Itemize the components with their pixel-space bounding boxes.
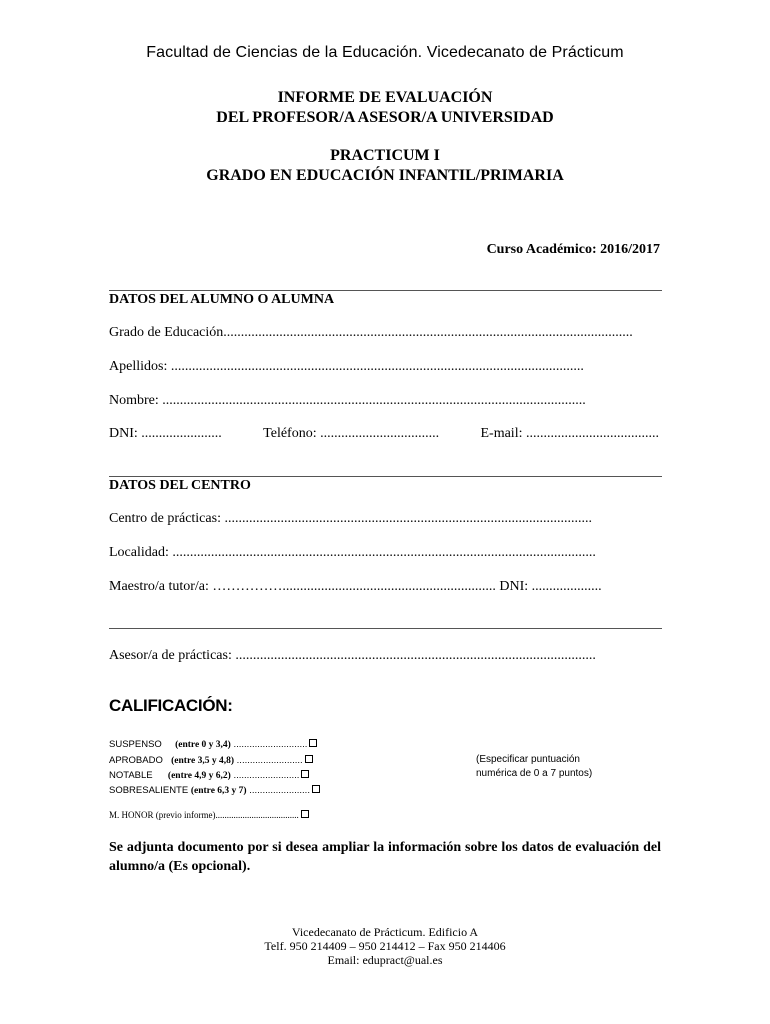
apellidos-field: Apellidos: ...................................................................................................................... bbox=[109, 359, 584, 374]
page-footer bbox=[0, 925, 770, 967]
grade-dots: ......................... bbox=[236, 755, 303, 766]
title-line-4: GRADO EN EDUCACIÓN INFANTIL/PRIMARIA bbox=[206, 167, 564, 184]
page-header: Facultad de Ciencias de la Educación. Vicedecanato de Prácticum bbox=[146, 44, 624, 61]
grade-dots: ......................... bbox=[233, 770, 300, 781]
grade-sobresaliente bbox=[109, 785, 320, 796]
divider bbox=[109, 628, 662, 629]
grado-field: Grado de Educación..................................................................................................................... bbox=[109, 325, 633, 340]
footer-line-1: Vicedecanato de Prácticum. Edificio A bbox=[291, 925, 479, 939]
grade-name: NOTABLE bbox=[109, 770, 153, 781]
grade-range: (entre 3,5 y 4,8) bbox=[171, 756, 235, 766]
divider bbox=[109, 476, 662, 477]
grade-range: (entre 4,9 y 6,2) bbox=[167, 771, 231, 781]
maestro-field: Maestro/a tutor/a: ……………............................................................. DNI: .................... bbox=[109, 579, 602, 594]
email-field: E-mail: ...................................... bbox=[480, 426, 659, 441]
checkbox-suspenso[interactable] bbox=[309, 739, 317, 747]
grade-honor bbox=[109, 810, 309, 820]
contact-row bbox=[109, 426, 659, 442]
grade-name: APROBADO bbox=[109, 755, 163, 766]
checkbox-notable[interactable] bbox=[301, 770, 309, 778]
course-title bbox=[0, 146, 770, 186]
center-section-title: DATOS DEL CENTRO bbox=[109, 478, 251, 493]
checkbox-honor[interactable] bbox=[301, 810, 309, 818]
grade-dots: ....................... bbox=[249, 785, 310, 796]
title-line-3: PRACTICUM I bbox=[330, 147, 440, 164]
academic-year: Curso Académico: 2016/2017 bbox=[486, 242, 660, 257]
attachment-note: Se adjunta documento por si desea ampliar la información sobre los datos de evaluación del alumno/a (Es opcional). bbox=[109, 840, 661, 874]
score-hint-line-2: numérica de 0 a 7 puntos) bbox=[476, 768, 593, 779]
grade-aprobado bbox=[109, 755, 313, 766]
checkbox-aprobado[interactable] bbox=[305, 755, 313, 763]
localidad-field: Localidad: ......................................................................................................................... bbox=[109, 545, 596, 560]
honor-label: M. HONOR (previo informe)..................................... bbox=[109, 810, 299, 820]
student-section-title: DATOS DEL ALUMNO O ALUMNA bbox=[109, 292, 335, 307]
checkbox-sobresaliente[interactable] bbox=[312, 785, 320, 793]
title-line-2: DEL PROFESOR/A ASESOR/A UNIVERSIDAD bbox=[216, 109, 554, 126]
report-title bbox=[0, 88, 770, 128]
centro-field: Centro de prácticas: ......................................................................................................... bbox=[109, 511, 592, 526]
grade-range: (entre 0 y 3,4) bbox=[175, 740, 231, 750]
grade-dots: ............................ bbox=[233, 739, 308, 750]
grade-name: SOBRESALIENTE bbox=[109, 785, 189, 796]
nombre-field: Nombre: ......................................................................................................................... bbox=[109, 393, 586, 408]
asesor-field: Asesor/a de prácticas: ....................................................................................................... bbox=[109, 648, 596, 663]
score-hint bbox=[476, 753, 592, 781]
grade-suspenso bbox=[109, 739, 317, 750]
dni-field: DNI: ....................... bbox=[109, 426, 222, 441]
footer-line-3: Email: edupract@ual.es bbox=[327, 953, 443, 967]
grade-section-title: CALIFICACIÓN: bbox=[109, 696, 233, 715]
grade-range: (entre 6,3 y 7) bbox=[190, 786, 247, 796]
footer-line-2: Telf. 950 214409 – 950 214412 – Fax 950 214406 bbox=[264, 939, 506, 953]
telefono-field: Teléfono: .................................. bbox=[263, 426, 440, 441]
score-hint-line-1: (Especificar puntuación bbox=[476, 754, 580, 765]
grade-notable bbox=[109, 770, 309, 781]
title-line-1: INFORME DE EVALUACIÓN bbox=[277, 89, 493, 106]
grade-name: SUSPENSO bbox=[109, 739, 162, 750]
divider bbox=[109, 290, 662, 291]
